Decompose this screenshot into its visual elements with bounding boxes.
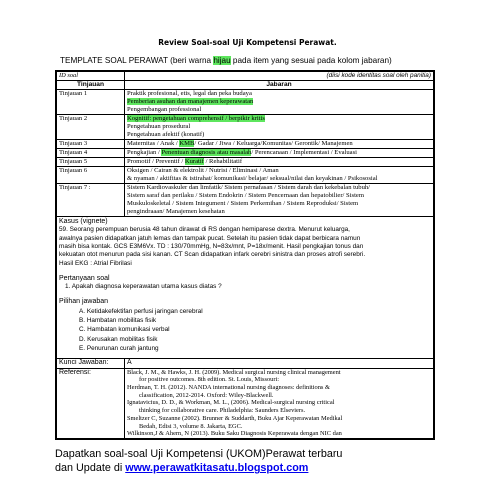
question-heading: Pertanyaan soal [59, 275, 110, 283]
jabaran-cell [125, 149, 434, 158]
tinjauan-label: Tinjauan 3 [57, 140, 125, 149]
case-line: awalnya pasien didapatkan jatuh lemas dan tampak pucat. Setelah itu pasien tidak dapat berbicara namun [59, 234, 361, 242]
case-line: Hasil EKG : Atrial Fibrilasi [59, 259, 132, 267]
question-form [55, 70, 435, 440]
id-note: (diisi kode identitas soal oleh panitia) [125, 72, 434, 81]
template-highlight-word: hijau [213, 56, 231, 65]
jabaran-line-selected: Pemberian asuhan dan manajemen keperawatan [127, 97, 254, 105]
jabaran-segment: / Perencanaan / Implementasi / Evaluasi [251, 149, 358, 157]
jabaran-segment: / Rehabilitatif [203, 158, 243, 166]
jabaran-line: Sistem saraf dan perilaku / Sistem Endokrin / Sistem Pencernaan dan hepatobilier/ Sistem [127, 192, 364, 200]
header-row [57, 80, 434, 89]
reference-item: Smeltzer C, Suzanne (2002). Brunner & Suddarth, Buku Ajar Keperawatan Medikal [127, 414, 343, 422]
tinjauan-label: Tinjauan 1 [57, 89, 125, 114]
id-label: ID soal [57, 72, 125, 81]
blog-link[interactable]: www.perawatkitasatu.blogspot.com [125, 462, 309, 474]
tinjauan-label: Tinjauan 2 [57, 114, 125, 139]
jabaran-line: Muskuloskeletal / Sistem Integument / Sistem Perkemihan / Sistem Reproduksi/ Sistem [127, 200, 359, 208]
case-heading: Kasus (vignete) [59, 218, 108, 226]
jabaran-segment: Pengkajian / [127, 149, 162, 157]
references-label: Referensi: [57, 368, 125, 438]
tinjauan-row [57, 158, 434, 167]
template-text-post: pada item yang sesuai pada kolom jabaran) [230, 56, 392, 65]
case-line: 59. Seorang perempuan berusia 48 tahun dirawat di RS dengan hemiparese dextra. Menurut keluarga, [59, 226, 350, 234]
references-list [125, 368, 434, 438]
jabaran-cell [125, 114, 434, 139]
references-row [57, 368, 434, 438]
jabaran-line: Sistem Kardiovaskuler dan limfatik/ Sistem pernafasan / Sistem darah dan kekebalan tubuh/ [127, 184, 370, 192]
tinjauan-row [57, 114, 434, 139]
tinjauan-row [57, 149, 434, 158]
promo-footer [55, 447, 342, 475]
reference-item-cont: classification, 2012-2014. Oxford: Wiley-Blackwell. [139, 391, 274, 399]
tinjauan-label: Tinjauan 6 [57, 167, 125, 184]
tinjauan-row [57, 184, 434, 217]
answer-row [57, 359, 434, 369]
jabaran-line: Oksigen / Cairan & elektrolit / Nutrisi / Eliminasi / Aman [127, 167, 279, 175]
jabaran-segment: Maternitas / Anak / [127, 140, 180, 148]
tinjauan-label: Tinjauan 5 [57, 158, 125, 167]
options-heading: Pilihan jawaban [59, 298, 109, 306]
tinjauan-row [57, 140, 434, 149]
tinjauan-row [57, 89, 434, 114]
jabaran-line: Pengetahuan prosedural [127, 122, 191, 130]
case-line: kekuatan otot menurun pada sisi kanan. CT Scan didapatkan infark cerebri sinistra dan proses atrofi serebri. [59, 251, 366, 259]
jabaran-cell [125, 167, 434, 184]
reference-item-cont: for positive outcomes. 8th edition. St. Louis, Missouri: [139, 376, 280, 384]
jabaran-cell [125, 184, 434, 217]
answer-label: Kunci Jawaban: [57, 359, 125, 369]
id-row [57, 72, 434, 81]
tinjauan-row [57, 167, 434, 184]
case-line: masih bisa kontak. GCS E3M6Vx. TD : 130/70mmHg, N=83x/mnt, P=18x/menit. Hasil pengkajian tonus dan [59, 243, 364, 251]
jabaran-segment-selected: Kuratif [184, 158, 204, 166]
answer-value: A [125, 359, 434, 369]
jabaran-line: & nyaman / aktifitas & istirahat/ komunikasi/ belajar/ seksual/nilai dan keyakinan / Psikososial [127, 175, 378, 183]
tinjauan-header: Tinjauan [57, 80, 125, 89]
jabaran-header: Jabaran [125, 80, 434, 89]
jabaran-cell [125, 89, 434, 114]
options-list [79, 308, 431, 354]
reference-item-cont: thinking for collaborative care. Philadelphia: Saunders Elseviers. [139, 407, 306, 415]
option-item: A. Ketidakefektifan perfusi jaringan cerebral [79, 307, 203, 315]
jabaran-cell [125, 140, 434, 149]
reference-item: Wilkinson,J & Ahern, N (2013). Buku Saku Diagnosis Keperawata dengan NIC dan [127, 430, 342, 438]
tinjauan-table [56, 71, 434, 439]
jabaran-line: Praktik profesional, etis, legal dan peka budaya [127, 89, 252, 97]
jabaran-line-selected: Kognitif: pengetahuan comprehensif / berpikir kritis [127, 114, 265, 122]
jabaran-line: Pengembangan professional [127, 105, 202, 113]
page-title: Review Soal-soal Uji Kompetensi Perawat. [158, 38, 337, 47]
footer-line-prefix: dan Update di [55, 462, 126, 474]
tinjauan-label: Tinjauan 7 : [57, 184, 125, 217]
jabaran-segment: Promotif / Preventif / [127, 158, 185, 166]
jabaran-cell [125, 158, 434, 167]
case-section [57, 217, 434, 359]
jabaran-line: pengindraaan/ Manajemen kesehatan [127, 208, 225, 216]
case-row [57, 217, 434, 359]
reference-item: Ignatavicius, D. D., & Workman, M. L., (2006). Medical-surgical nursing critical [127, 399, 335, 407]
tinjauan-label: Tinjauan 4 [57, 149, 125, 158]
question-text: 1. Apakah diagnosa keperawatan utama kasus diatas ? [65, 283, 222, 291]
template-instruction [60, 56, 392, 65]
template-text-pre: TEMPLATE SOAL PERAWAT (beri warna [60, 56, 214, 65]
reference-item: Black, J. M., & Hawks, J. H. (2009). Medical surgical nursing clinical management [127, 368, 341, 376]
option-item: C. Hambatan komunikasi verbal [79, 326, 170, 334]
reference-item-cont: Bedah, Edisi 3, volume 8. Jakarta, EGC. [139, 422, 243, 430]
option-item: D. Kerusakan mobilitas fisik [79, 335, 158, 343]
jabaran-line: Pengetahuan afektif (konatif) [127, 131, 205, 138]
reference-item: Herdman, T. H. (2012). NANDA international nursing diagnoses: definitions & [127, 384, 330, 392]
jabaran-segment-selected: Penentuan diagnosis atau masalah [161, 149, 252, 157]
footer-line: Dapatkan soal-soal Uji Kompetensi (UKOM)Perawat terbaru [55, 448, 343, 460]
option-item: E. Penurunan curah jantung [79, 344, 159, 352]
jabaran-segment-selected: KMB [179, 140, 195, 148]
jabaran-segment: / Gadar / Jiwa / Keluarga/Komunitas/ Gerontik/ Manajemen [194, 140, 353, 148]
option-item: B. Hambatan mobilitas fisik [79, 316, 157, 324]
